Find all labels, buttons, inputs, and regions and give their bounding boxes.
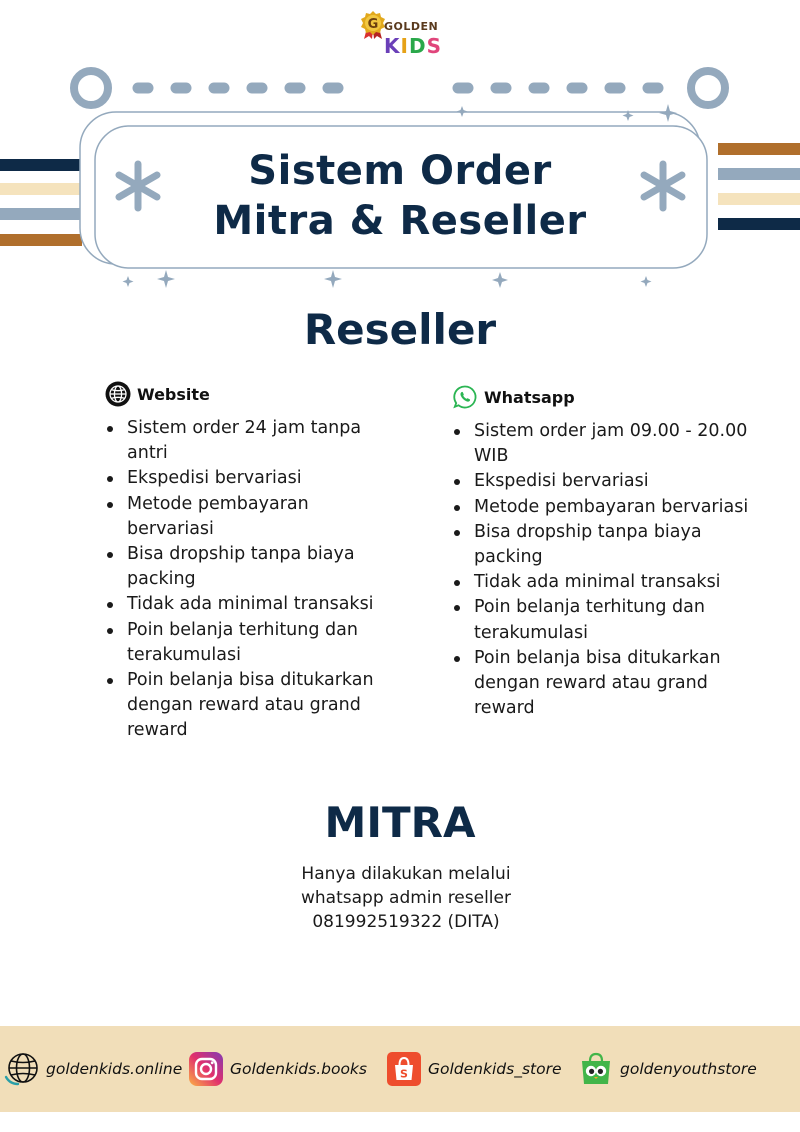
mitra-line2: whatsapp admin reseller	[301, 888, 511, 908]
whatsapp-column	[452, 383, 762, 721]
whatsapp-icon	[452, 384, 478, 410]
footer-tokopedia-link[interactable]	[578, 1050, 757, 1088]
list-item: Bisa dropship tanpa biaya packing	[452, 520, 762, 570]
list-item: Tidak ada minimal transaksi	[105, 592, 395, 617]
globe-icon	[105, 381, 131, 407]
instagram-icon	[188, 1051, 224, 1087]
brand-logo	[356, 8, 446, 64]
list-item: Poin belanja terhitung dan terakumulasi	[105, 618, 395, 668]
page-title-line1: Sistem Order	[248, 148, 552, 194]
mitra-line1: Hanya dilakukan melalui	[301, 864, 511, 884]
globe-icon	[4, 1051, 40, 1087]
website-label: Website	[137, 384, 210, 404]
mitra-heading: MITRA	[324, 798, 476, 847]
whatsapp-header	[452, 383, 762, 411]
svg-text:G: G	[367, 17, 379, 32]
list-item: Ekspedisi bervariasi	[452, 469, 762, 494]
list-item: Metode pembayaran bervariasi	[452, 495, 762, 520]
footer-shopee-link[interactable]	[386, 1050, 562, 1088]
list-item: Metode pembayaran bervariasi	[105, 492, 395, 542]
reseller-heading: Reseller	[303, 305, 497, 354]
list-item: Poin belanja terhitung dan terakumulasi	[452, 595, 762, 645]
tokopedia-store-name: goldenyouthstore	[620, 1060, 757, 1078]
tokopedia-icon	[578, 1051, 614, 1087]
list-item: Bisa dropship tanpa biaya packing	[105, 542, 395, 592]
list-item: Poin belanja bisa ditukarkan dengan reward atau grand reward	[452, 646, 762, 722]
footer-website-link[interactable]	[4, 1050, 182, 1088]
list-item: Sistem order 24 jam tanpa antri	[105, 416, 395, 466]
list-item: Ekspedisi bervariasi	[105, 466, 395, 491]
list-item: Sistem order jam 09.00 - 20.00 WIB	[452, 419, 762, 469]
title-box	[95, 125, 705, 267]
brand-golden-text: GOLDEN	[384, 20, 439, 33]
list-item: Poin belanja bisa ditukarkan dengan reward atau grand reward	[105, 668, 395, 744]
shopee-store-name: Goldenkids_store	[428, 1060, 562, 1078]
website-url: goldenkids.online	[46, 1060, 183, 1078]
list-item: Tidak ada minimal transaksi	[452, 570, 762, 595]
whatsapp-points	[452, 419, 762, 721]
brand-kids-text: KIDS	[384, 34, 442, 58]
page-title-line2: Mitra & Reseller	[213, 198, 587, 244]
mitra-description	[0, 862, 800, 934]
mitra-contact: 081992519322 (DITA)	[312, 912, 500, 932]
instagram-handle: Goldenkids.books	[230, 1060, 367, 1078]
svg-text:S: S	[400, 1067, 408, 1081]
whatsapp-label: Whatsapp	[484, 387, 575, 407]
footer-instagram-link[interactable]	[188, 1050, 367, 1088]
website-header	[105, 380, 415, 408]
shopee-bag-icon	[386, 1051, 422, 1087]
website-column	[105, 380, 415, 744]
website-points	[105, 416, 415, 744]
